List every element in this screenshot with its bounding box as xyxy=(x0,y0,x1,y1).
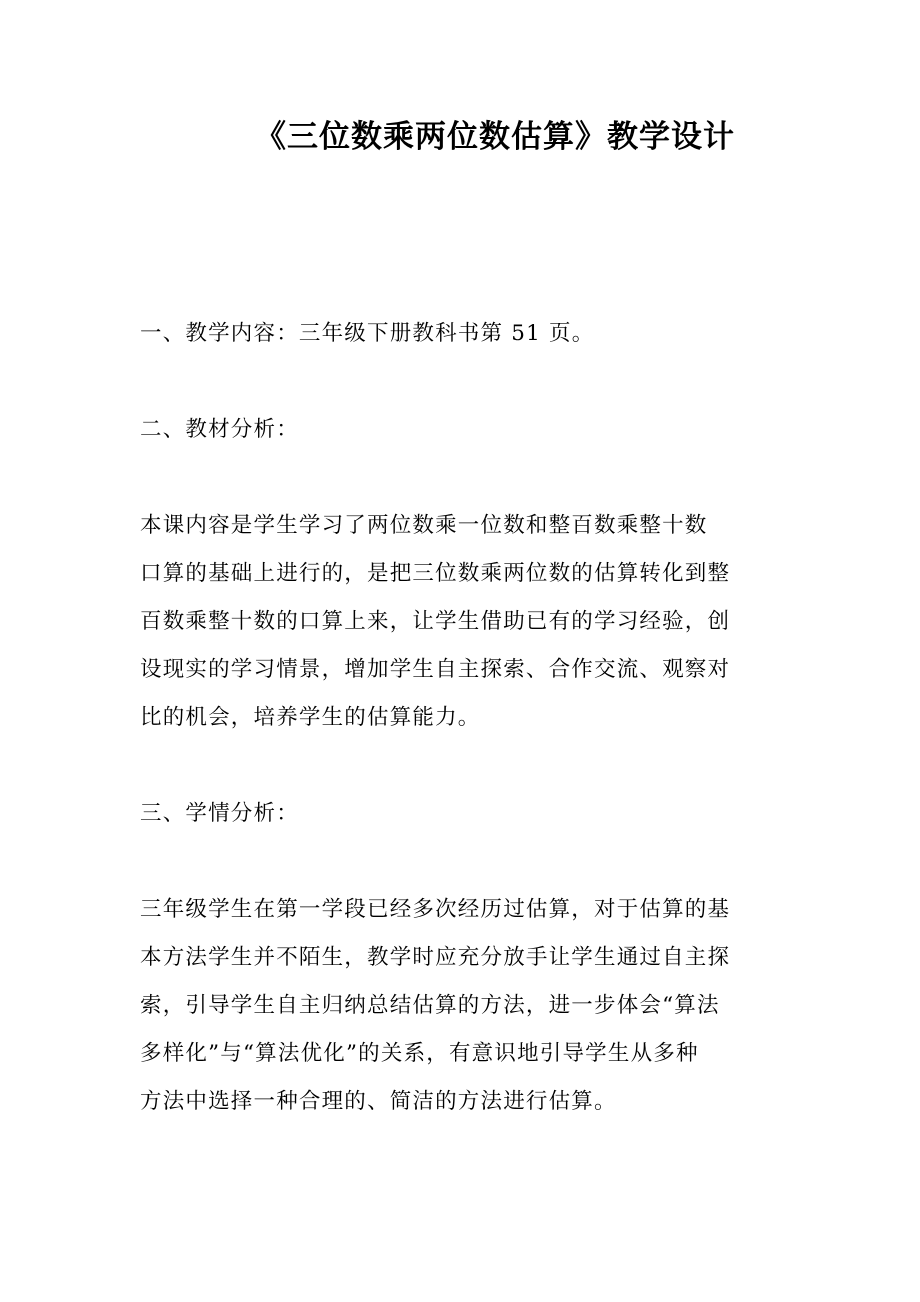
paragraph-line: 索，引导学生自主归纳总结估算的方法，进一步体会“算法 xyxy=(140,993,720,1018)
section-heading-teaching-content: 一、教学内容：三年级下册教科书第 51 页。 xyxy=(140,321,595,346)
document-title: 《三位数乘两位数估算》教学设计 xyxy=(255,119,735,155)
document-body xyxy=(140,310,785,1126)
paragraph-line: 设现实的学习情景，增加学生自主探索、合作交流、观察对 xyxy=(140,657,731,682)
paragraph-line: 口算的基础上进行的，是把三位数乘两位数的估算转化到整 xyxy=(140,561,731,586)
paragraph-line: 方法中选择一种合理的、简洁的方法进行估算。 xyxy=(140,1089,617,1114)
material-analysis-paragraph xyxy=(140,502,785,742)
paragraph-line: 百数乘整十数的口算上来，让学生借助已有的学习经验，创 xyxy=(140,609,731,634)
paragraph-line: 比的机会，培养学生的估算能力。 xyxy=(140,705,481,730)
paragraph-line: 本课内容是学生学习了两位数乘一位数和整百数乘整十数 xyxy=(140,513,708,538)
paragraph-line: 三年级学生在第一学段已经多次经历过估算，对于估算的基 xyxy=(140,897,731,922)
section-heading-learner-analysis: 三、学情分析： xyxy=(140,801,299,826)
paragraph-line: 多样化”与“算法优化”的关系，有意识地引导学生从多种 xyxy=(140,1041,699,1066)
section-heading-material-analysis: 二、教材分析： xyxy=(140,417,299,442)
paragraph-line: 本方法学生并不陌生，教学时应充分放手让学生通过自主探 xyxy=(140,945,731,970)
learner-analysis-paragraph xyxy=(140,886,785,1126)
